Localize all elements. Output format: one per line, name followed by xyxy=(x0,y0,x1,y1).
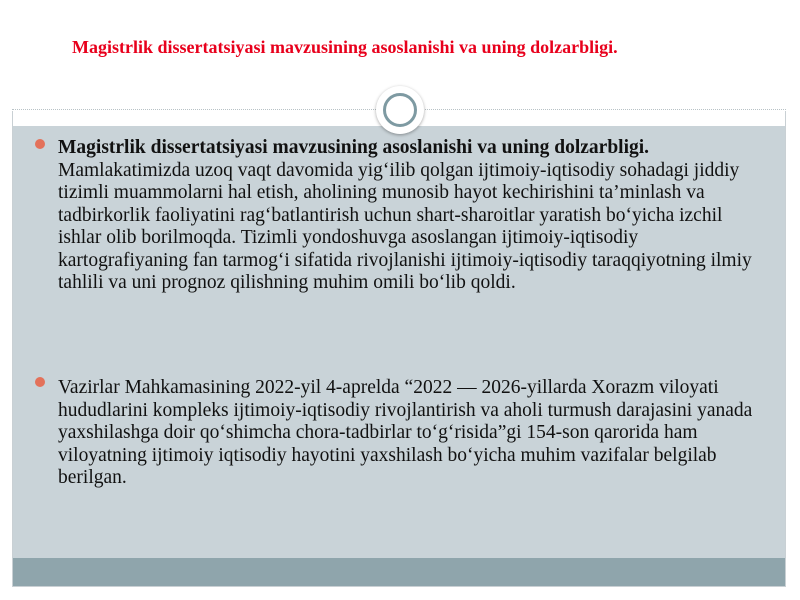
bottom-bar xyxy=(13,558,785,586)
circle-ring-icon xyxy=(383,93,417,127)
bullet-dot-icon xyxy=(35,377,45,387)
slide-title: Magistrlik dissertatsiyasi mavzusining asoslanishi va uning dolzarbligi. xyxy=(72,37,618,57)
bullet-lead: Magistrlik dissertatsiyasi mavzusining asoslanishi va uning dolzarbligi. xyxy=(58,137,650,158)
bullet-dot-icon xyxy=(35,139,45,149)
bullet-text: Mamlakatimizda uzoq vaqt davomida yig‘ilib qolgan ijtimoiy-iqtisodiy sohadagi jiddiy tizimli muammolarni hal etish, aholining munosib hayot kechirishini ta’minlash va tadbirkorlik faoliyatini rag‘batlantirish uchun shart-sharoitlar yaratish bo‘yicha izchil ishlar olib borilmoqda. Tizimli yondoshuvga asoslangan ijtimoiy-iqtisodiy kartografiyaning fan tarmog‘i sifatida rivojlanishi ijtimoiy-iqtisodiy taraqqiyotning ilmiy tahlili va uni prognoz qilishning muhim omili bo‘lib qoldi. xyxy=(58,159,752,293)
bullet-item-2 xyxy=(58,377,770,490)
bullet-text: Vazirlar Mahkamasining 2022-yil 4-aprelda “2022 — 2026-yillarda Xorazm viloyati hududlarini kompleks ijtimoiy-iqtisodiy rivojlantirish va aholi turmush darajasini yanada yaxshilashga doir qo‘shimcha chora-tadbirlar to‘g‘risida”gi 154-son qarorida ham viloyatning ijtimoiy iqtisodiy hayotini yaxshilash bo‘yicha muhim vazifalar belgilab berilgan. xyxy=(58,377,753,488)
bullet-item-1 xyxy=(58,137,770,295)
